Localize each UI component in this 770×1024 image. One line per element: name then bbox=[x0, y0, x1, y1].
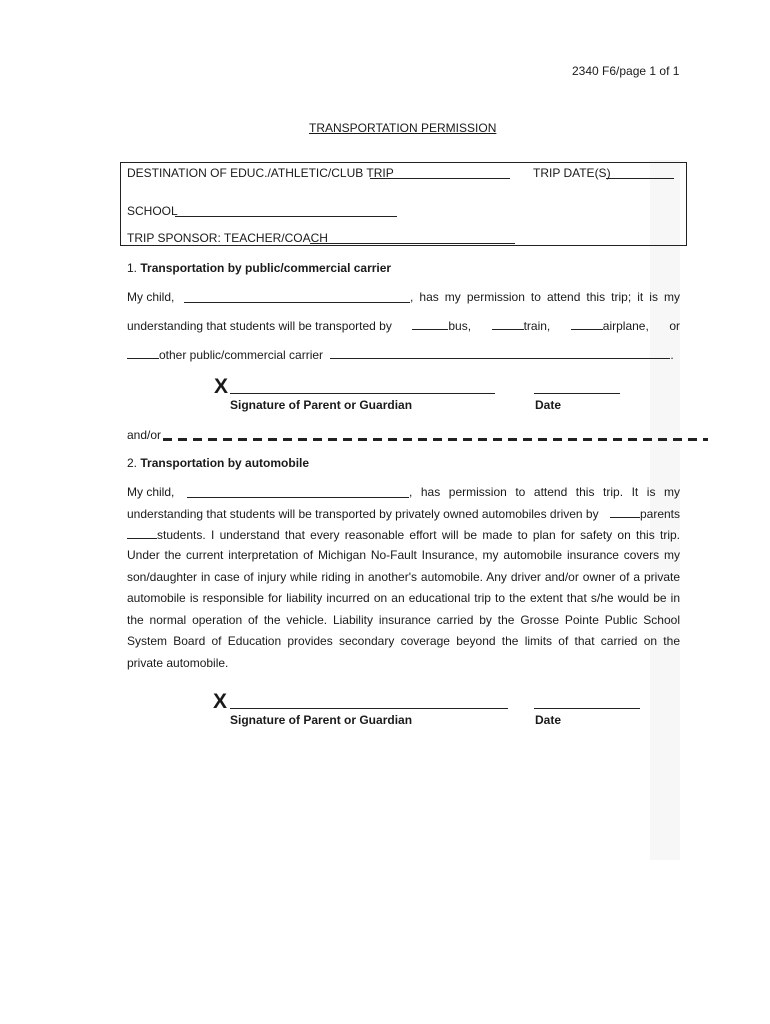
sponsor-field[interactable] bbox=[310, 243, 515, 244]
section1-signature-label: Signature of Parent or Guardian bbox=[230, 398, 413, 412]
section2-signature-field[interactable] bbox=[230, 708, 508, 709]
parents-label: parents bbox=[639, 507, 680, 521]
section2-signature-label: Signature of Parent or Guardian bbox=[230, 713, 413, 727]
school-label: SCHOOL bbox=[127, 204, 178, 218]
section1-line2-start: understanding that students will be transported by bbox=[127, 319, 392, 333]
train-blank[interactable] bbox=[492, 318, 524, 330]
section2-line1-start: My child, bbox=[127, 485, 175, 499]
train-label: train, bbox=[523, 319, 551, 333]
section2-body-line: Under the current interpretation of Michigan No-Fault Insurance, my automobile insurance covers my bbox=[127, 548, 680, 562]
section1-line1-end: , has my permission to attend this trip; it is my bbox=[410, 290, 680, 304]
section2-date-label: Date bbox=[535, 713, 562, 727]
section2-body bbox=[127, 545, 680, 674]
trip-dates-label: TRIP DATE(S) bbox=[533, 166, 611, 180]
airplane-blank[interactable] bbox=[571, 318, 603, 330]
section2-number: 2. bbox=[127, 456, 138, 470]
parents-option bbox=[610, 506, 680, 521]
section2-body-line: automobile is responsible for liability incurred on an educational trip to the extent that s/he would be in bbox=[127, 591, 680, 605]
option-bus bbox=[412, 318, 471, 333]
form-number: 2340 F6/page 1 of 1 bbox=[572, 64, 680, 78]
section2-line1-end: , has permission to attend this trip. It is my bbox=[409, 485, 680, 499]
destination-field[interactable] bbox=[370, 178, 510, 179]
section1-number: 1. bbox=[127, 261, 138, 275]
section2-heading bbox=[127, 456, 309, 470]
dashed-separator bbox=[163, 438, 708, 441]
section1-date-label: Date bbox=[535, 398, 562, 412]
other-carrier-blank[interactable] bbox=[127, 347, 159, 359]
other-carrier-field[interactable] bbox=[330, 347, 670, 359]
bus-label: bus, bbox=[448, 319, 472, 333]
option-train bbox=[492, 318, 551, 333]
sponsor-label: TRIP SPONSOR: TEACHER/COACH bbox=[127, 231, 328, 245]
section2-line2-start: understanding that students will be transported by privately owned automobiles driven by bbox=[127, 507, 599, 521]
section2-line3-text: students. I understand that every reasonable effort will be made to plan for safety on this trip. bbox=[157, 528, 680, 542]
page-title: TRANSPORTATION PERMISSION bbox=[309, 121, 497, 135]
section1-line3 bbox=[127, 347, 674, 362]
destination-label: DESTINATION OF EDUC./ATHLETIC/CLUB TRIP bbox=[127, 166, 394, 180]
section1-heading bbox=[127, 261, 391, 275]
section1-line2-end: or bbox=[669, 319, 680, 333]
section2-child-name-field[interactable] bbox=[187, 497, 409, 498]
section2-body-line: System Board of Education provides secondary coverage beyond the limits of that carried on the bbox=[127, 634, 680, 648]
and-or-label: and/or bbox=[127, 428, 162, 442]
section1-date-field[interactable] bbox=[534, 393, 620, 394]
section2-title: Transportation by automobile bbox=[140, 456, 310, 470]
section1-signature-x: X bbox=[214, 375, 229, 398]
section1-signature-field[interactable] bbox=[230, 393, 495, 394]
section1-line2 bbox=[127, 318, 680, 333]
section1-title: Transportation by public/commercial carrier bbox=[140, 261, 392, 275]
section2-body-line: son/daughter in case of injury while riding in another's automobile. Any driver and/or owner of a private bbox=[127, 569, 680, 584]
bus-blank[interactable] bbox=[412, 318, 448, 330]
section2-date-field[interactable] bbox=[534, 708, 640, 709]
option-airplane bbox=[571, 318, 649, 333]
students-blank[interactable] bbox=[127, 527, 157, 539]
section2-line2 bbox=[127, 506, 680, 521]
other-carrier-label: other public/commercial carrier bbox=[159, 348, 324, 362]
parents-blank[interactable] bbox=[610, 506, 640, 518]
section1-line1-start: My child, bbox=[127, 290, 175, 304]
section2-signature-x: X bbox=[213, 690, 228, 713]
section2-body-line: the normal operation of the vehicle. Liability insurance carried by the Grosse Pointe Public School bbox=[127, 612, 680, 627]
section2-body-line: private automobile. bbox=[127, 655, 229, 670]
trip-dates-field[interactable] bbox=[606, 178, 674, 179]
line3-period: . bbox=[670, 348, 674, 362]
section1-child-name-field[interactable] bbox=[184, 302, 410, 303]
section2-line3 bbox=[127, 527, 680, 542]
school-field[interactable] bbox=[175, 216, 397, 217]
airplane-label: airplane, bbox=[602, 319, 649, 333]
